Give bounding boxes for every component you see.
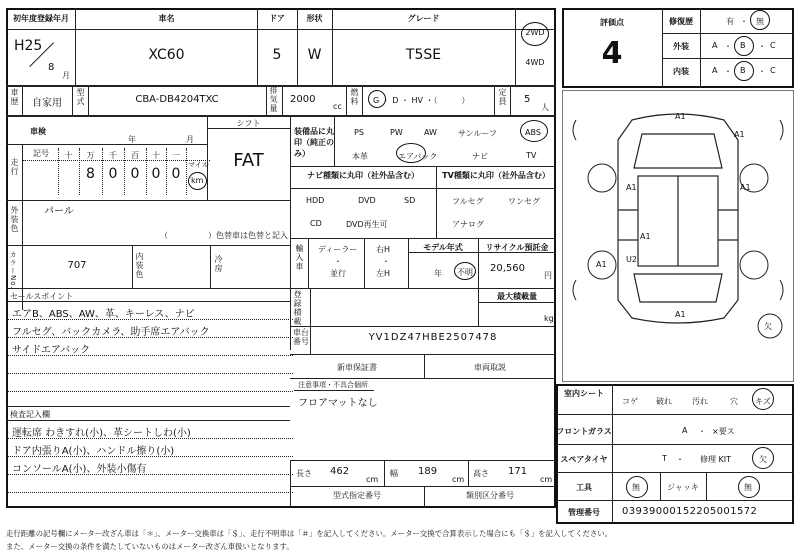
score-value: 4 xyxy=(601,36,623,71)
tv-fullseg: フルセグ xyxy=(452,197,484,206)
equip-ps: PS xyxy=(354,128,364,137)
fuel-options: G ・ D ・ HV ・（ ） xyxy=(373,96,470,105)
navi-hdd: HDD xyxy=(306,196,325,205)
seat-tear: 破れ xyxy=(656,397,672,406)
reg-year: H25 xyxy=(14,38,43,54)
tv-analog: アナログ xyxy=(452,220,484,229)
height-unit: cm xyxy=(540,475,553,484)
digit-label-4: 百 xyxy=(131,151,139,160)
equip-navi: ナビ xyxy=(472,152,488,161)
disp-unit: cc xyxy=(333,102,342,111)
glass-label: フロントガラス xyxy=(556,427,612,436)
inspector-line-1: 運転席 わきすれ(小)、革シートしわ(小) xyxy=(12,428,191,439)
navi-dvd-play: DVD再生可 xyxy=(346,220,388,229)
fuel-label: 燃料 xyxy=(350,88,359,106)
car-diagram xyxy=(562,90,794,382)
length-label: 長さ xyxy=(296,469,312,478)
length-unit: cm xyxy=(366,475,379,484)
door-value: 5 xyxy=(272,47,282,63)
warranty-label: 新車保証書 xyxy=(337,363,377,372)
length-value: 462 xyxy=(330,466,350,477)
exterior-dot-1: ・ xyxy=(724,42,732,51)
exterior-c: C xyxy=(770,41,776,50)
equip-aw: AW xyxy=(424,128,437,137)
glass-a: A xyxy=(682,426,688,435)
tools-label: 工具 xyxy=(576,483,592,492)
import-label: 輸入車 xyxy=(295,244,304,271)
max-load-label: 最大積載量 xyxy=(497,292,537,301)
drive-2wd: 2WD xyxy=(525,28,545,37)
mileage-digit-2: 0 xyxy=(108,166,118,182)
spare-dot: ・ xyxy=(676,455,684,464)
diag-a1-6: A1 xyxy=(596,260,607,269)
import-left: 左H xyxy=(376,269,391,278)
digit-label-1: 十 xyxy=(64,151,73,160)
load-kg: kg xyxy=(544,314,554,323)
shape-value: W xyxy=(307,47,322,63)
diag-a1-4: A1 xyxy=(740,183,751,192)
footer-line-2: また、メーター交換の条件を満たしていないものはメーター改ざん車扱いとなります。 xyxy=(6,542,294,551)
equip-sunroof: サンルーフ xyxy=(458,129,497,138)
mileage-mark-label: 記号 xyxy=(33,149,49,158)
selling-line-1: エアB、ABS、AW、革、キーレス、ナビ xyxy=(12,309,195,320)
shift-value: FAT xyxy=(233,150,264,171)
mileage-digit-3: 0 xyxy=(130,166,140,182)
tv-oneseg: ワンセグ xyxy=(508,197,540,206)
interior-dot-1: ・ xyxy=(724,67,732,76)
spare-kit: 修理 KIT xyxy=(700,455,732,464)
digit-label-6: 一 xyxy=(172,151,180,160)
glass-replace: ×要ス xyxy=(712,427,735,436)
interior-a: A xyxy=(712,66,718,75)
chassis-value: YV1DZ47HBE2507478 xyxy=(368,332,498,343)
mgmt-value: 03939000152205001572 xyxy=(622,506,758,517)
import-dealer: ディーラー xyxy=(318,245,358,254)
tools-none: 無 xyxy=(632,483,640,492)
diag-a1-7: A1 xyxy=(675,310,686,319)
spare-label: スペアタイヤ xyxy=(560,455,608,464)
shift-label: シフト xyxy=(236,119,261,128)
mileage-digit-4: 0 xyxy=(151,166,161,182)
interior-b: B xyxy=(740,66,746,75)
color-code: 707 xyxy=(67,260,87,271)
exterior-dot-2: ・ xyxy=(758,42,766,51)
disp-label: 排気量 xyxy=(269,86,278,113)
diag-a1-3: A1 xyxy=(626,183,637,192)
int-color-label: 内装色 xyxy=(135,252,144,279)
history-label: 修復歴 xyxy=(669,17,693,26)
width-unit: cm xyxy=(452,475,465,484)
exterior-label: 外装 xyxy=(673,42,689,51)
equipment-label: 装備品に丸印（純正のみ） xyxy=(294,127,334,158)
inspection-label: 車検 xyxy=(30,127,46,136)
equip-tv: TV xyxy=(526,151,537,160)
diag-a1-2: A1 xyxy=(734,130,745,139)
jack-label: ジャッキ xyxy=(667,483,699,492)
import-dot-1: ・ xyxy=(334,257,342,266)
car-name: XC60 xyxy=(148,47,185,63)
score-label: 評価点 xyxy=(600,18,624,27)
shape-label: 形状 xyxy=(306,14,323,23)
model-year-label: モデル年式 xyxy=(423,243,463,252)
drive-4wd: 4WD xyxy=(525,58,545,67)
mileage-label: 走行 xyxy=(10,158,19,176)
equip-abs: ABS xyxy=(525,128,541,137)
reg-month-unit: 月 xyxy=(62,71,70,80)
width-value: 189 xyxy=(418,466,438,477)
grade-value: T5SE xyxy=(405,47,442,63)
cap-unit: 人 xyxy=(541,103,549,112)
height-label: 高さ xyxy=(473,469,489,478)
recycle-value: 20,560 xyxy=(490,263,525,274)
inspector-label: 検査記入欄 xyxy=(10,410,50,419)
model-year-unknown: 不明 xyxy=(457,268,473,277)
load-label: 登録積載 xyxy=(293,290,302,326)
color-code-label: カラーNo. xyxy=(9,251,17,290)
import-dot-2: ・ xyxy=(382,257,390,266)
mileage-digit-1: 8 xyxy=(86,166,95,182)
inspection-month: 月 xyxy=(186,135,194,144)
inspection-year: 年 xyxy=(128,135,136,144)
equip-airbag: エアバック xyxy=(398,152,438,161)
inspector-line-2: ドア内張りA(小)、ハンドル擦り(小) xyxy=(12,446,175,457)
diag-missing: 欠 xyxy=(764,322,772,331)
class-number-label: 類別区分番号 xyxy=(466,491,514,500)
navi-cd: CD xyxy=(310,219,322,228)
door-label: ドア xyxy=(269,14,285,23)
digit-label-5: 十 xyxy=(152,151,160,160)
cap-value: 5 xyxy=(524,94,531,105)
history-dot: ・ xyxy=(740,17,748,26)
history-yes: 有 xyxy=(726,17,734,26)
interior-c: C xyxy=(770,66,776,75)
footer-line-1: 走行距離の記号欄にメーター改ざん車は「＊」、メーター交換車は「＄」、走行不明車は「＃」を記入してください。メーター交換で合算表示した場合にも「＄」を記入してください。 xyxy=(6,529,613,538)
chassis-label: 車台番号 xyxy=(293,328,309,346)
selling-label: セールスポイント xyxy=(10,292,74,301)
cap-label: 定員 xyxy=(498,88,507,106)
type-number-label: 型式指定番号 xyxy=(333,491,381,500)
height-value: 171 xyxy=(508,466,528,477)
color-label: 外装色 xyxy=(10,206,19,233)
import-parallel: 並行 xyxy=(330,269,346,278)
cooling-label: 冷房 xyxy=(214,255,223,273)
interior-seat-label: 室内シート xyxy=(564,389,604,398)
use-label: 車歴 xyxy=(10,88,19,106)
model-value: CBA-DB4204TXC xyxy=(135,94,219,105)
inspector-line-3: コンソールA(小)、外装小傷有 xyxy=(12,464,147,475)
recycle-label: リサイクル預託金 xyxy=(485,243,549,252)
seat-dirt: 汚れ xyxy=(692,397,708,406)
recycle-yen: 円 xyxy=(544,271,552,280)
manual-label: 車両取説 xyxy=(474,363,506,372)
exterior-b: B xyxy=(740,41,746,50)
mileage-mile: マイル xyxy=(188,161,209,169)
selling-line-2: フルセグ、バックカメラ、助手席エアバック xyxy=(12,327,210,338)
import-right: 右H xyxy=(376,245,391,254)
color-note: （ ）色替車は色替と記入 xyxy=(160,231,288,240)
model-year-unit: 年 xyxy=(434,269,442,278)
digit-label-3: 千 xyxy=(109,151,117,160)
digit-label-2: 万 xyxy=(86,151,95,160)
navi-label: ナビ種類に丸印（社外品含む） xyxy=(307,171,419,180)
notes-text: フロアマットなし xyxy=(298,398,378,409)
jack-none: 無 xyxy=(744,483,752,492)
mgmt-label: 管理番号 xyxy=(568,508,600,517)
mileage-km: km xyxy=(191,176,204,185)
seat-scratch: キズ xyxy=(755,397,771,406)
interior-label: 内装 xyxy=(673,67,689,76)
diag-a1-5: A1 xyxy=(640,232,651,241)
spare-none: 欠 xyxy=(759,455,767,464)
tv-label: TV種類に丸印（社外品含む） xyxy=(442,171,550,180)
car-name-label: 車名 xyxy=(158,14,175,23)
equip-pw: PW xyxy=(390,128,403,137)
interior-dot-2: ・ xyxy=(758,67,766,76)
width-label: 幅 xyxy=(390,469,398,478)
use-value: 自家用 xyxy=(32,98,62,109)
exterior-a: A xyxy=(712,41,718,50)
model-label: 型式 xyxy=(76,88,85,106)
equip-leather: 本革 xyxy=(352,152,368,161)
notes-label: 注意事項・不具合個所 xyxy=(298,381,368,389)
diag-u2: U2 xyxy=(626,255,637,264)
reg-month: 8 xyxy=(48,62,55,73)
disp-value: 2000 xyxy=(290,94,316,105)
seat-hole: 穴 xyxy=(730,397,738,406)
mileage-digit-5: 0 xyxy=(171,166,181,182)
spare-t: T xyxy=(662,454,667,463)
color-value: パール xyxy=(44,206,74,217)
diag-a1-1: A1 xyxy=(675,112,686,121)
navi-sd: SD xyxy=(404,196,416,205)
glass-dot: ・ xyxy=(698,427,706,436)
selling-line-3: サイドエアバック xyxy=(12,345,91,356)
reg-label: 初年度登録年月 xyxy=(13,14,69,23)
history-no: 無 xyxy=(756,17,764,26)
navi-dvd: DVD xyxy=(358,196,376,205)
seat-burn: コゲ xyxy=(622,397,638,406)
grade-label: グレード xyxy=(407,14,440,23)
